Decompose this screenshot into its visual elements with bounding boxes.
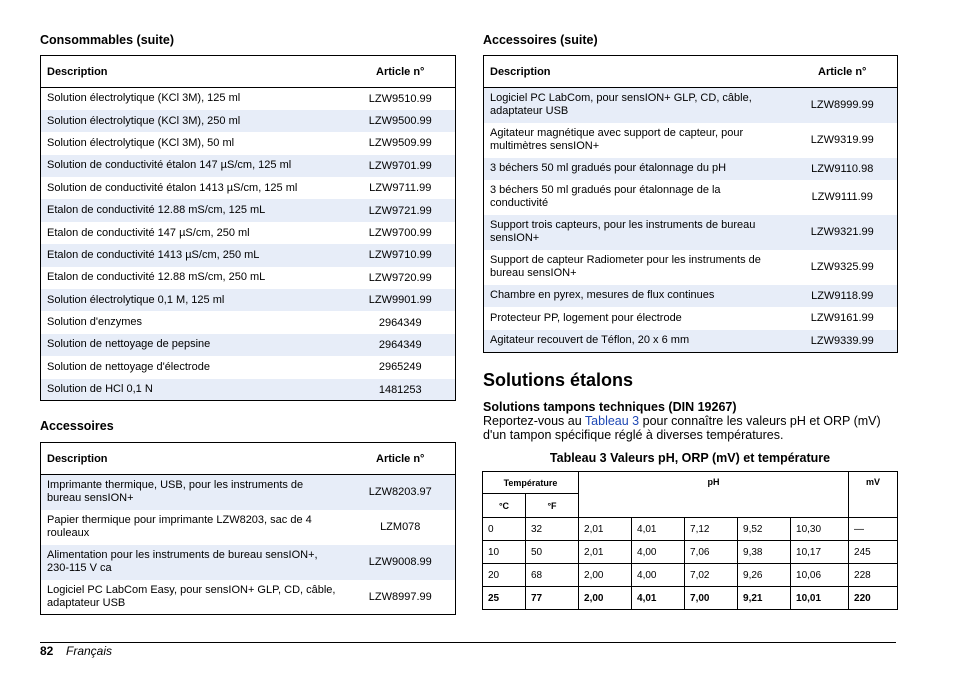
- table-cell: LZW9161.99: [810, 312, 874, 325]
- accessories-table: [40, 442, 456, 615]
- table-cell: LZW9711.99: [369, 182, 432, 195]
- header-ph: pH: [579, 472, 849, 518]
- table-cell: LZW9118.99: [788, 285, 898, 308]
- table-cell: Chambre en pyrex, mesures de flux continues: [484, 285, 788, 308]
- table-cell: 10,30: [791, 518, 849, 541]
- table-cell: Etalon de conductivité 1413 µS/cm, 250 mL: [41, 244, 346, 266]
- table-cell: Solution de nettoyage de pepsine: [41, 334, 346, 356]
- table-cell: 25: [483, 587, 526, 610]
- table-cell: LZW9325.99: [810, 261, 874, 273]
- table-cell: LZW9721.99: [346, 199, 456, 221]
- col-description: Description: [41, 443, 346, 475]
- buffers-subtitle: Solutions tampons techniques (DIN 19267): [483, 400, 737, 414]
- table-row: [483, 518, 898, 541]
- table-cell: LZW9111.99: [811, 191, 873, 203]
- col-article: Article n°: [788, 56, 898, 88]
- table-cell: 68: [526, 564, 579, 587]
- table-cell: 2964349: [378, 316, 422, 329]
- table-cell: Solution électrolytique (KCl 3M), 250 ml: [41, 110, 346, 132]
- table-cell: LZW9321.99: [788, 215, 898, 250]
- table-cell: 10,06: [791, 564, 849, 587]
- page-number: 82: [40, 644, 54, 658]
- table-cell: LZW9500.99: [346, 110, 456, 132]
- table-cell: Solution d'enzymes: [47, 316, 143, 329]
- footer-divider: [40, 642, 896, 643]
- accessories-heading: Accessoires: [40, 419, 114, 433]
- table-cell: 77: [526, 587, 579, 610]
- header-celsius: °C: [483, 494, 526, 518]
- table-cell: 2965249: [378, 361, 422, 374]
- table-row: [483, 587, 898, 610]
- table-cell: —: [849, 518, 898, 541]
- table-cell: 10,17: [791, 541, 849, 564]
- col-article: Article n°: [346, 443, 456, 475]
- table-cell: Logiciel PC LabCom Easy, pour sensION+ GLP, CD, câble, adaptateur USB: [47, 583, 336, 609]
- table-cell: Etalon de conductivité 12.88 mS/cm, 250 mL: [47, 271, 266, 284]
- table-cell: Etalon de conductivité 12.88 mS/cm, 125 mL: [41, 199, 346, 221]
- table-cell: 0: [483, 518, 526, 541]
- table-cell: LZW8997.99: [368, 590, 432, 603]
- table-cell: 3 béchers 50 ml gradués pour étalonnage de la conductivité: [490, 184, 721, 209]
- table-cell: LZW8203.97: [346, 475, 456, 510]
- ph-table: [482, 471, 898, 610]
- footer-language: Français: [66, 644, 113, 658]
- table-cell: LZW9509.99: [368, 137, 432, 150]
- table-cell: 7,12: [685, 518, 738, 541]
- table-cell: 9,26: [738, 564, 791, 587]
- table-header-row: [484, 56, 898, 88]
- table-cell: 7,00: [685, 587, 738, 610]
- table-cell: LZW9008.99: [346, 545, 456, 580]
- consumables-heading: Consommables (suite): [40, 33, 175, 47]
- table-cell: 4,01: [632, 587, 685, 610]
- table-row: [483, 564, 898, 587]
- table-cell: 228: [849, 564, 898, 587]
- consumables-table: [40, 55, 456, 401]
- table-cell: 3 béchers 50 ml gradués pour étalonnage du pH: [484, 158, 788, 180]
- table-cell: 220: [849, 587, 898, 610]
- intro-paragraph: [483, 414, 897, 442]
- header-fahrenheit: °F: [526, 494, 579, 518]
- table-cell: LZM078: [380, 521, 421, 533]
- col-article: Article n°: [346, 56, 456, 88]
- table-cell: 2,01: [579, 541, 632, 564]
- table-cell: 4,01: [632, 518, 685, 541]
- accessories-cont-table: [483, 55, 898, 353]
- table-cell: LZW9339.99: [788, 330, 898, 353]
- table-cell: Solution électrolytique (KCl 3M), 50 ml: [47, 136, 235, 149]
- table-cell: Solution électrolytique (KCl 3M), 125 ml: [47, 92, 241, 105]
- table-cell: Agitateur magnétique avec support de capteur, pour multimètres sensION+: [490, 127, 744, 152]
- table-cell: 1481253: [346, 379, 456, 401]
- table-cell: LZW9510.99: [368, 92, 432, 105]
- table-row: [483, 541, 898, 564]
- table-cell: LZW9110.98: [788, 158, 898, 180]
- table-cell: LZW9710.99: [346, 244, 456, 266]
- table-cell: 9,52: [738, 518, 791, 541]
- table3-link[interactable]: Tableau 3: [584, 414, 640, 428]
- table-cell: Alimentation pour les instruments de bureau sensION+, 230-115 V ca: [41, 545, 346, 580]
- table-cell: LZW9319.99: [810, 134, 874, 146]
- paragraph-text: pour connaître les valeurs pH et ORP (mV) d'un tampon spécifique réglé à diverses températures.: [483, 414, 881, 442]
- table-cell: 2,01: [579, 518, 632, 541]
- table-cell: 2,00: [579, 564, 632, 587]
- table-cell: 245: [849, 541, 898, 564]
- table-cell: Solution de conductivité étalon 147 µS/cm, 125 ml: [41, 155, 346, 177]
- table-cell: 4,00: [632, 541, 685, 564]
- table-cell: 2964349: [346, 334, 456, 356]
- table-cell: Solution de conductivité étalon 1413 µS/cm, 125 ml: [47, 181, 298, 194]
- table-cell: LZW9720.99: [368, 271, 432, 284]
- table-cell: Etalon de conductivité 147 µS/cm, 250 ml: [47, 226, 250, 239]
- accessories-cont-heading: Accessoires (suite): [483, 33, 598, 47]
- header-mv: mV: [849, 472, 898, 518]
- table-cell: 7,02: [685, 564, 738, 587]
- table-cell: 4,00: [632, 564, 685, 587]
- table-cell: 9,21: [738, 587, 791, 610]
- table-cell: Agitateur recouvert de Téflon, 20 x 6 mm: [484, 330, 788, 353]
- table-cell: Support de capteur Radiometer pour les instruments de bureau sensION+: [490, 254, 761, 279]
- table-cell: 32: [526, 518, 579, 541]
- col-description: Description: [41, 56, 346, 88]
- table-cell: LZW9701.99: [346, 155, 456, 177]
- table-cell: Protecteur PP, logement pour électrode: [490, 311, 682, 324]
- table-cell: 10,01: [791, 587, 849, 610]
- table-cell: 10: [483, 541, 526, 564]
- table-cell: Papier thermique pour imprimante LZW8203, sac de 4 rouleaux: [47, 514, 312, 539]
- table-cell: 9,38: [738, 541, 791, 564]
- table-cell: Support trois capteurs, pour les instruments de bureau sensION+: [484, 215, 788, 250]
- table-header-row: [41, 443, 456, 475]
- solutions-title: Solutions étalons: [483, 370, 634, 390]
- table-cell: 50: [526, 541, 579, 564]
- table-cell: Imprimante thermique, USB, pour les instruments de bureau sensION+: [41, 475, 346, 510]
- table-cell: 20: [483, 564, 526, 587]
- table-cell: LZW9700.99: [368, 227, 432, 240]
- table-cell: 2,00: [579, 587, 632, 610]
- table-cell: 7,06: [685, 541, 738, 564]
- table3-caption: Tableau 3 Valeurs pH, ORP (mV) et température: [549, 451, 831, 465]
- table-header-row: [41, 56, 456, 88]
- header-temperature: Température: [483, 472, 579, 494]
- table-cell: Solution de nettoyage d'électrode: [47, 360, 210, 373]
- col-description: Description: [484, 56, 788, 88]
- table-cell: LZW8999.99: [788, 88, 898, 123]
- paragraph-text: Reportez-vous au: [483, 414, 585, 428]
- table-cell: LZW9901.99: [346, 289, 456, 311]
- table-cell: Logiciel PC LabCom, pour sensION+ GLP, CD, câble, adaptateur USB: [484, 88, 788, 123]
- table-cell: Solution électrolytique 0,1 M, 125 ml: [41, 289, 346, 311]
- table-cell: Solution de HCl 0,1 N: [41, 379, 346, 401]
